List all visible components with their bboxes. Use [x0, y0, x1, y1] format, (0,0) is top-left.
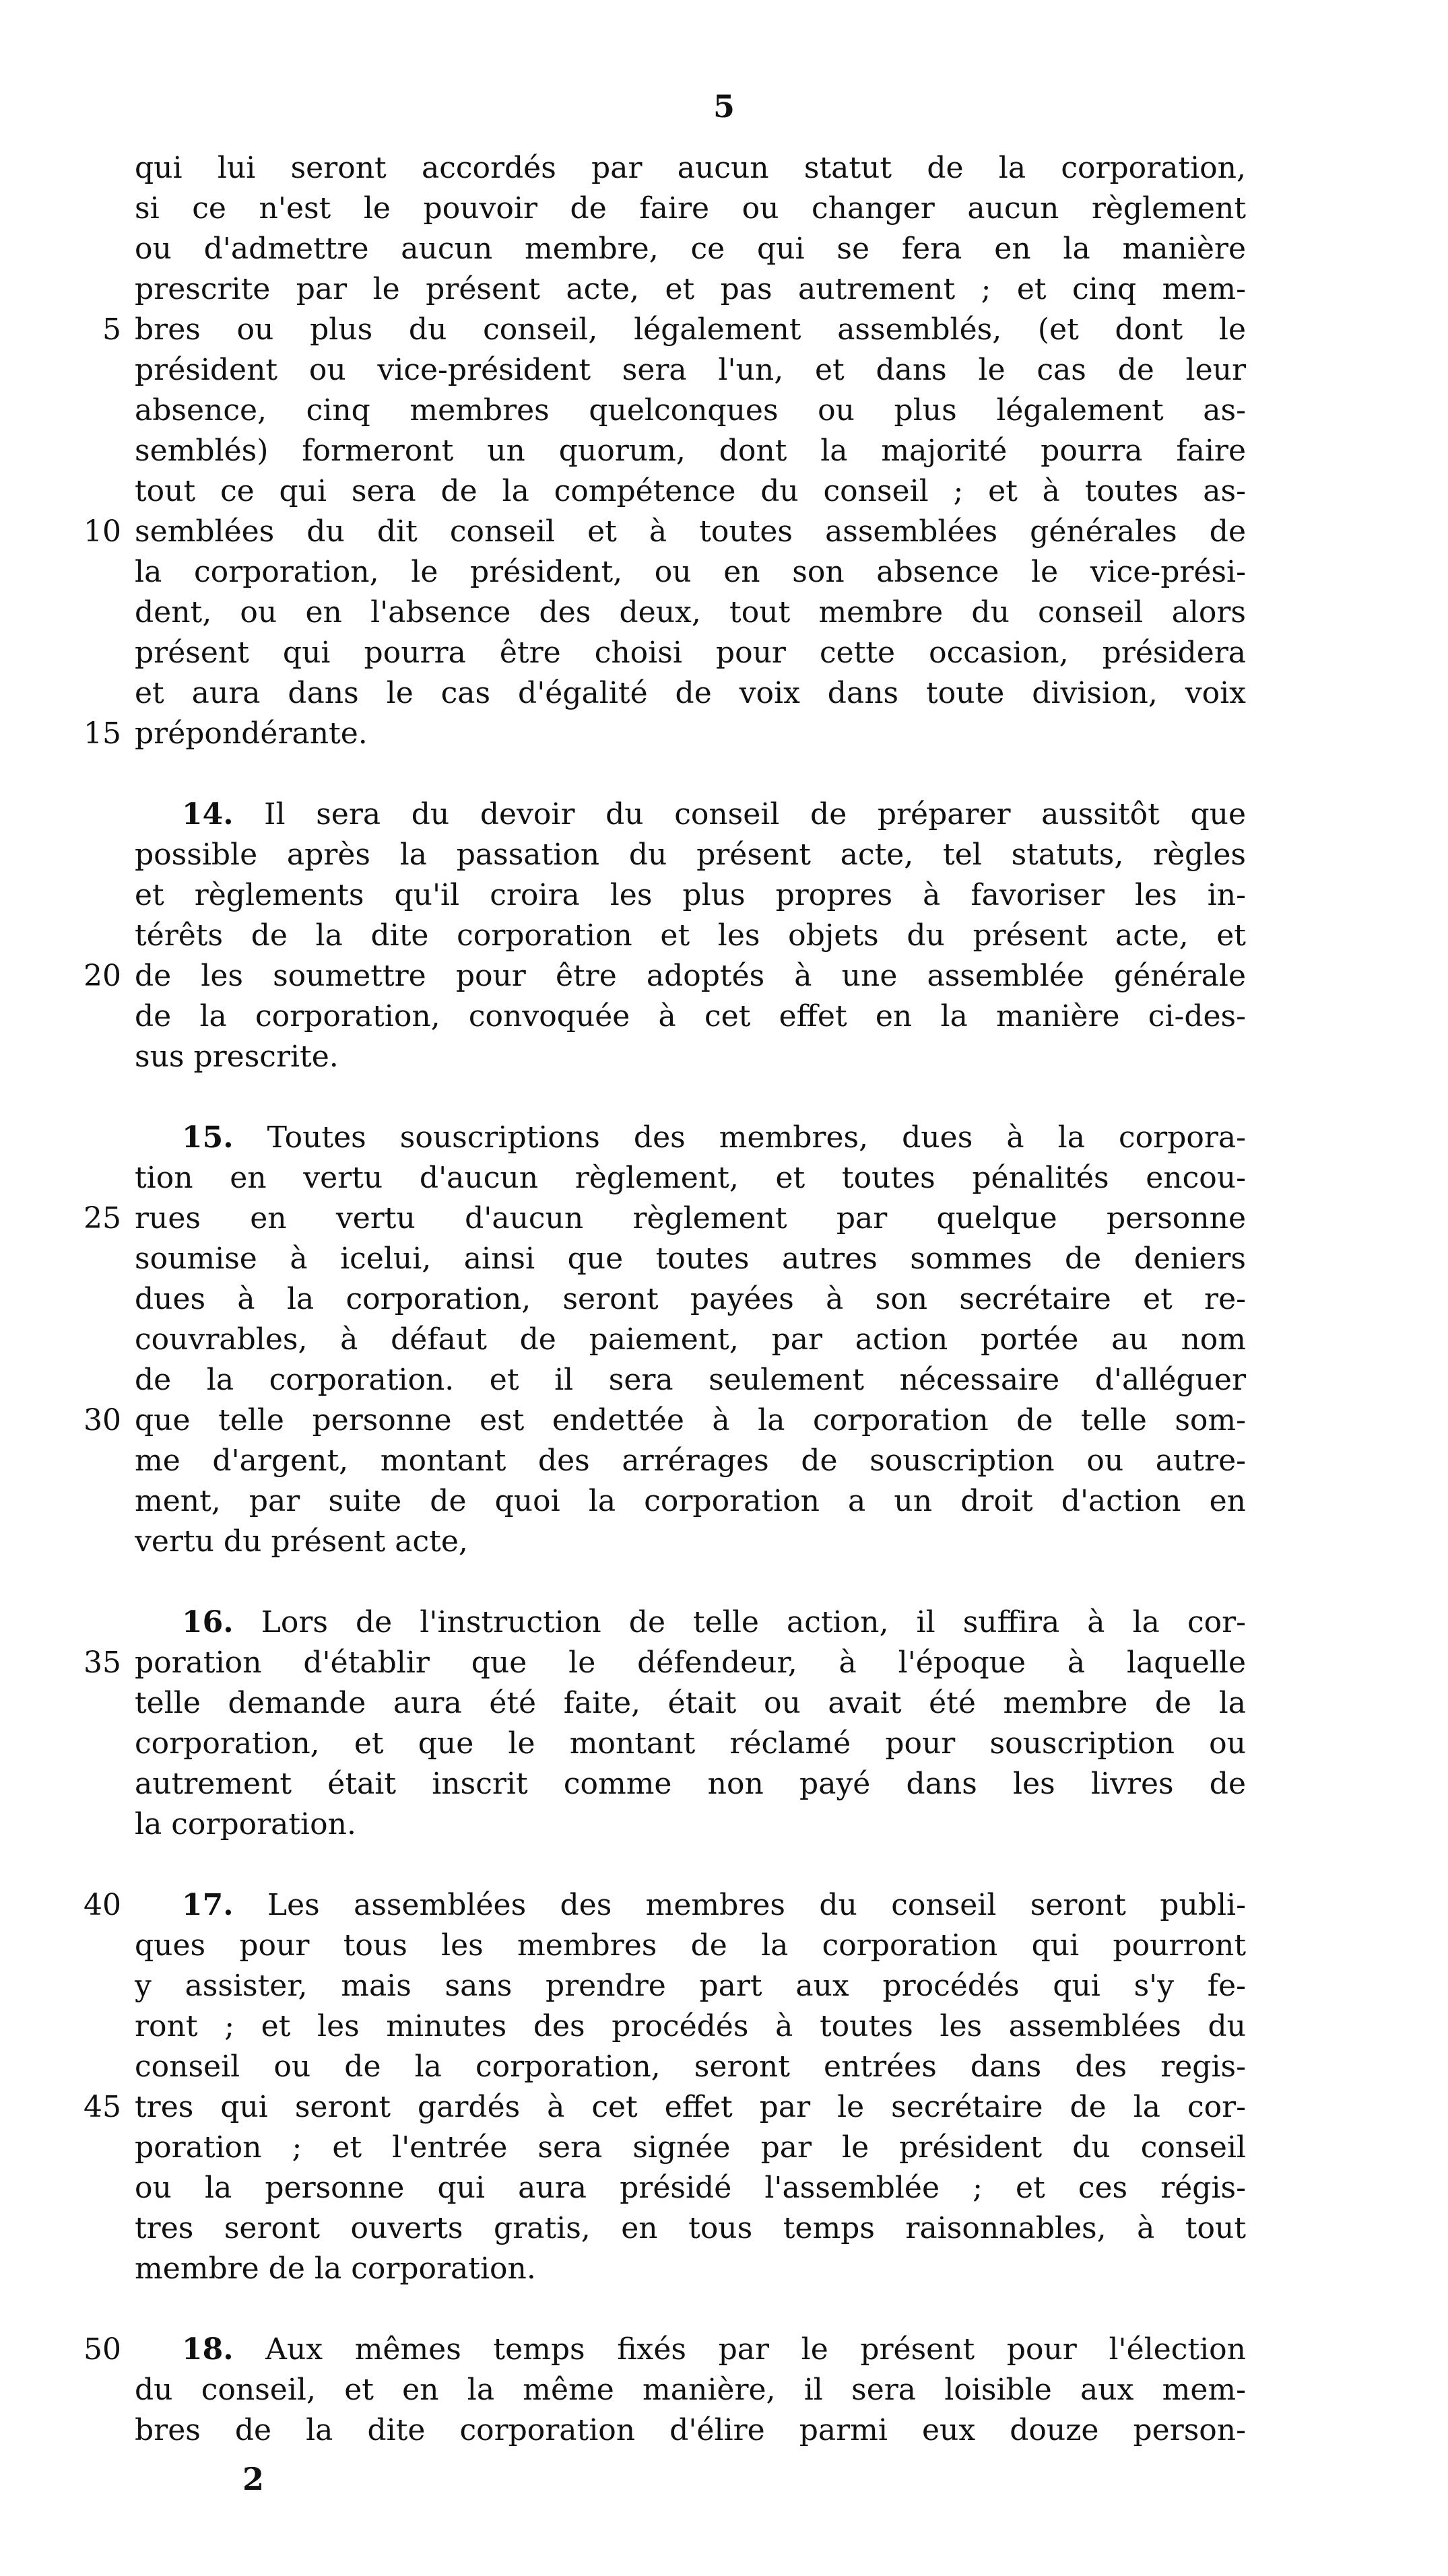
line-text: qui lui seront accordés par aucun statut de la corporation,: [135, 151, 1246, 185]
line-text: semblés) formeront un quorum, dont la majorité pourra faire: [135, 434, 1246, 468]
line-text: poration d'établir que le défendeur, à l'époque à laquelle: [135, 1646, 1246, 1680]
text-line: [84, 2330, 1246, 2370]
line-text: ques pour tous les membres de la corporation qui pourront: [135, 1928, 1246, 1963]
line-text: Lors de l'instruction de telle action, il suffira à la cor-: [261, 1605, 1246, 1639]
line-text: rues en vertu d'aucun règlement par quelque personne: [135, 1201, 1246, 1235]
text-line: [135, 189, 1246, 229]
line-number: 5: [102, 312, 121, 347]
text-line: [135, 1481, 1246, 1522]
line-text: ou la personne qui aura présidé l'assemblée ; et ces régis-: [135, 2171, 1246, 2205]
text-line: [135, 996, 1246, 1037]
text-line: [135, 1037, 1246, 1077]
section-number: 14.: [182, 797, 234, 832]
line-text: la corporation, le président, ou en son absence le vice-prési-: [135, 555, 1246, 589]
text-line: [135, 2370, 1246, 2410]
text-line: [84, 1885, 1246, 1926]
text-line: [135, 633, 1246, 673]
line-text: la corporation.: [135, 1807, 356, 1841]
text-line: [84, 512, 1246, 552]
text-line: [135, 875, 1246, 916]
line-text: ront ; et les minutes des procédés à toutes les assemblées du: [135, 2009, 1246, 2043]
line-number: 40: [84, 1888, 121, 1922]
text-line: [84, 714, 1246, 754]
line-text: dent, ou en l'absence des deux, tout membre du conseil alors: [135, 595, 1246, 630]
text-line: [135, 1441, 1246, 1481]
text-line: [135, 269, 1246, 310]
text-line: [135, 1764, 1246, 1804]
line-text: ment, par suite de quoi la corporation a un droit d'action en: [135, 1484, 1246, 1518]
text-line: [135, 350, 1246, 391]
line-number: 25: [84, 1201, 121, 1235]
text-line: [135, 391, 1246, 431]
text-line: [135, 2168, 1246, 2208]
line-number: 20: [84, 959, 121, 993]
line-text: Aux mêmes temps fixés par le présent pour l'élection: [265, 2332, 1246, 2367]
section-18: [84, 2330, 1246, 2451]
text-line: [135, 552, 1246, 592]
text-line: [102, 310, 1246, 350]
text-line: [135, 1966, 1246, 2006]
text-line: [135, 2410, 1246, 2451]
text-line: [135, 1724, 1246, 1764]
text-line: [135, 1118, 1246, 1158]
text-line: [135, 2249, 1246, 2289]
text-line: [135, 1926, 1246, 1966]
line-text: et règlements qu'il croira les plus propres à favoriser les in-: [135, 878, 1246, 912]
line-text: Toutes souscriptions des membres, dues à la corpora-: [267, 1120, 1246, 1155]
line-text: de les soumettre pour être adoptés à une assemblée générale: [135, 959, 1246, 993]
line-text: Les assemblées des membres du conseil seront publi-: [267, 1888, 1246, 1922]
line-text: telle demande aura été faite, était ou avait été membre de la: [135, 1686, 1246, 1720]
text-line: [135, 1239, 1246, 1279]
text-line: [135, 673, 1246, 714]
line-text: que telle personne est endettée à la corporation de telle som-: [135, 1403, 1246, 1437]
text-line: [135, 2006, 1246, 2047]
section-number: 15.: [182, 1120, 234, 1155]
line-text: térêts de la dite corporation et les objets du présent acte, et: [135, 918, 1246, 953]
text-line: [135, 794, 1246, 835]
text-line: [135, 148, 1246, 189]
text-line: [135, 431, 1246, 471]
line-number: 50: [84, 2332, 121, 2367]
text-line: [135, 1522, 1246, 1562]
text-line: [84, 1643, 1246, 1683]
line-number: 45: [84, 2090, 121, 2124]
line-text: si ce n'est le pouvoir de faire ou changer aucun règlement: [135, 191, 1246, 226]
line-text: membre de la corporation.: [135, 2251, 536, 2286]
line-text: du conseil, et en la même manière, il sera loisible aux mem-: [135, 2373, 1246, 2407]
line-text: prescrite par le présent acte, et pas autrement ; et cinq mem-: [135, 272, 1246, 306]
line-text: sus prescrite.: [135, 1040, 339, 1074]
line-text: tres seront ouverts gratis, en tous temps raisonnables, à tout: [135, 2211, 1246, 2245]
line-text: tion en vertu d'aucun règlement, et toutes pénalités encou-: [135, 1161, 1246, 1195]
line-text: président ou vice-président sera l'un, et dans le cas de leur: [135, 353, 1246, 387]
line-text: tout ce qui sera de la compétence du conseil ; et à toutes as-: [135, 474, 1246, 508]
text-line: [84, 956, 1246, 996]
line-text: ou d'admettre aucun membre, ce qui se fera en la manière: [135, 232, 1246, 266]
signature-mark: 2: [242, 2461, 265, 2497]
section-15: [84, 1118, 1246, 1562]
text-line: [135, 2208, 1246, 2249]
line-text: présent qui pourra être choisi pour cette occasion, présidera: [135, 636, 1246, 670]
line-text: conseil ou de la corporation, seront entrées dans des regis-: [135, 2049, 1246, 2084]
line-text: dues à la corporation, seront payées à son secrétaire et re-: [135, 1282, 1246, 1316]
text-line: [135, 1683, 1246, 1724]
section-14: [84, 794, 1246, 1077]
text-line: [135, 1320, 1246, 1360]
line-text: possible après la passation du présent acte, tel statuts, règles: [135, 838, 1246, 872]
text-line: [135, 471, 1246, 512]
line-text: bres ou plus du conseil, légalement assemblés, (et dont le: [135, 312, 1246, 347]
line-text: me d'argent, montant des arrérages de souscription ou autre-: [135, 1444, 1246, 1478]
section-16: [84, 1602, 1246, 1845]
line-number: 35: [84, 1646, 121, 1680]
line-text: poration ; et l'entrée sera signée par le président du conseil: [135, 2130, 1246, 2165]
line-number: 15: [84, 716, 121, 751]
line-text: Il sera du devoir du conseil de préparer aussitôt que: [264, 797, 1246, 832]
line-text: tres qui seront gardés à cet effet par le secrétaire de la cor-: [135, 2090, 1246, 2124]
text-line: [135, 916, 1246, 956]
section-number: 17.: [182, 1888, 234, 1922]
text-line: [135, 2128, 1246, 2168]
section-number: 16.: [182, 1605, 234, 1639]
text-line: [135, 1804, 1246, 1845]
line-text: couvrables, à défaut de paiement, par action portée au nom: [135, 1322, 1246, 1357]
document-body: [84, 148, 1246, 2451]
text-line: [135, 1360, 1246, 1400]
line-text: prépondérante.: [135, 716, 368, 751]
line-text: bres de la dite corporation d'élire parmi eux douze person-: [135, 2413, 1246, 2447]
line-number: 30: [84, 1403, 121, 1437]
line-text: vertu du présent acte,: [135, 1524, 468, 1559]
text-line: [135, 2047, 1246, 2087]
line-text: semblées du dit conseil et à toutes assemblées générales de: [135, 514, 1246, 549]
paragraph-continuation: [84, 148, 1246, 754]
text-line: [135, 1602, 1246, 1643]
page-number: 5: [713, 88, 735, 125]
line-text: corporation, et que le montant réclamé pour souscription ou: [135, 1726, 1246, 1761]
text-line: [135, 229, 1246, 269]
line-number: 10: [84, 514, 121, 549]
line-text: absence, cinq membres quelconques ou plus légalement as-: [135, 393, 1246, 428]
text-line: [135, 1279, 1246, 1320]
text-line: [84, 1400, 1246, 1441]
section-17: [84, 1885, 1246, 2289]
line-text: et aura dans le cas d'égalité de voix dans toute division, voix: [135, 676, 1246, 710]
line-text: de la corporation, convoquée à cet effet en la manière ci-des-: [135, 999, 1246, 1033]
text-line: [135, 835, 1246, 875]
line-text: autrement était inscrit comme non payé dans les livres de: [135, 1767, 1246, 1801]
text-line: [84, 1198, 1246, 1239]
text-line: [84, 2087, 1246, 2128]
text-line: [135, 1158, 1246, 1198]
section-number: 18.: [182, 2332, 234, 2367]
line-text: de la corporation. et il sera seulement nécessaire d'alléguer: [135, 1363, 1246, 1397]
text-line: [135, 592, 1246, 633]
line-text: y assister, mais sans prendre part aux procédés qui s'y fe-: [135, 1969, 1246, 2003]
line-text: soumise à icelui, ainsi que toutes autres sommes de deniers: [135, 1242, 1246, 1276]
